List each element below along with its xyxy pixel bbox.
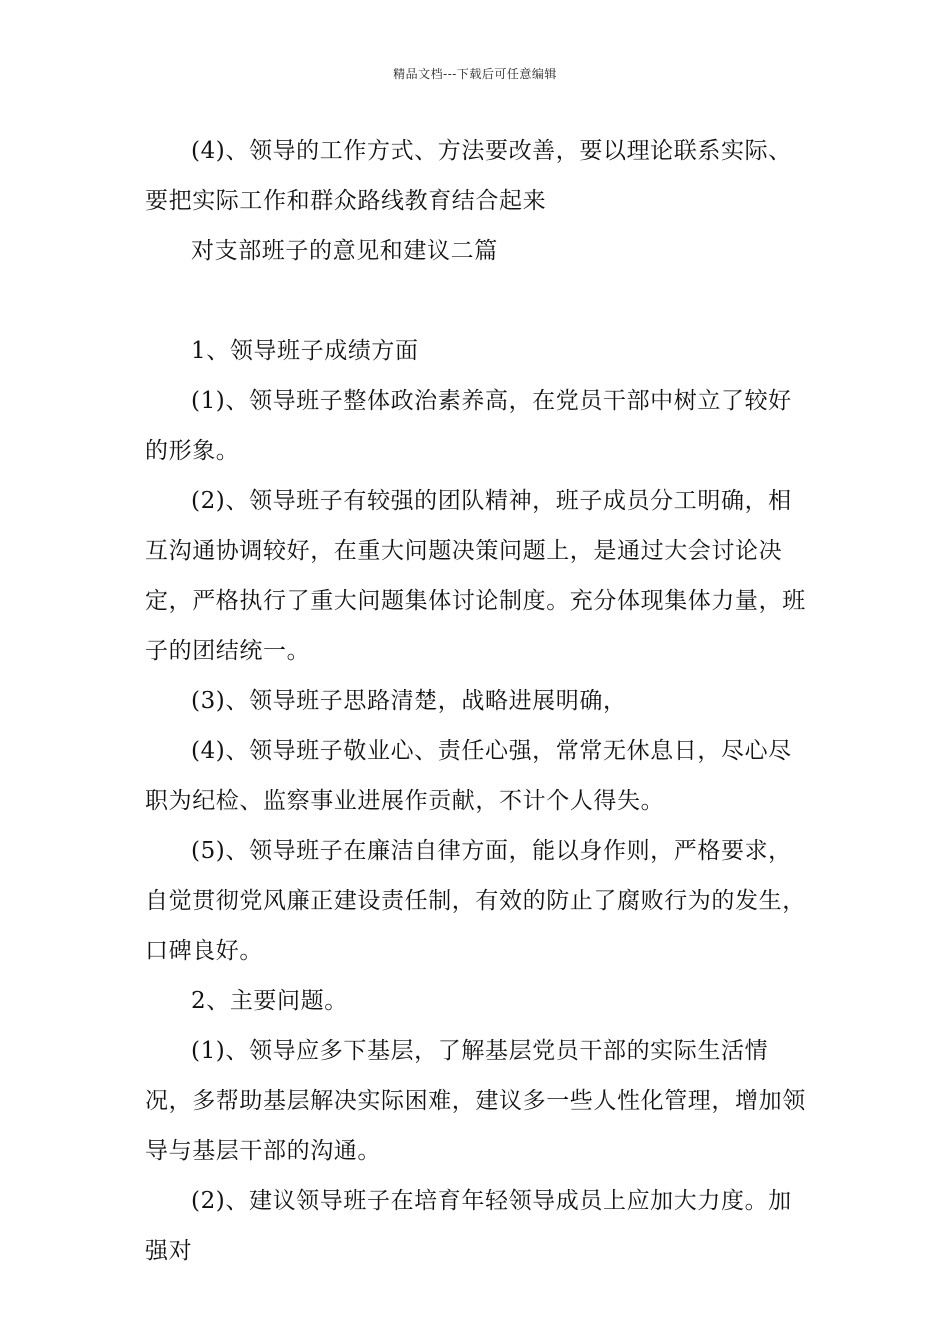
blank-line bbox=[145, 276, 807, 326]
paragraph-achievement-2: (2)、领导班子有较强的团队精神，班子成员分工明确，相互沟通协调较好，在重大问题决策问题上，是通过大会讨论决定，严格执行了重大问题集体讨论制度。充分体现集体力量，班子的团结统一。 bbox=[145, 488, 806, 664]
heading-achievements: 1、领导班子成绩方面 bbox=[191, 338, 419, 364]
paragraph-achievement-4: (4)、领导班子敬业心、责任心强，常常无休息日，尽心尽职为纪检、监察事业进展作贡献，不计个人得失。 bbox=[145, 738, 792, 814]
paragraph-achievement-5: (5)、领导班子在廉洁自律方面，能以身作则，严格要求，自觉贯彻党风廉正建设责任制，有效的防止了腐败行为的发生，口碑良好。 bbox=[145, 838, 806, 964]
paragraph-achievement-3: (3)、领导班子思路清楚，战略进展明确， bbox=[191, 688, 627, 714]
paragraph-work-method: (4)、领导的工作方式、方法要改善，要以理论联系实际、要把实际工作和群众路线教育结合起来 bbox=[145, 138, 792, 214]
section-title: 对支部班子的意见和建议二篇 bbox=[191, 238, 498, 264]
page-header: 精品文档---下载后可任意编辑 bbox=[393, 67, 557, 81]
document-body bbox=[145, 126, 807, 1276]
heading-main-problems: 2、主要问题。 bbox=[191, 988, 348, 1014]
paragraph-achievement-1: (1)、领导班子整体政治素养高，在党员干部中树立了较好的形象。 bbox=[145, 388, 792, 464]
paragraph-problem-2: (2)、建议领导班子在培育年轻领导成员上应加大力度。加强对 bbox=[145, 1188, 792, 1264]
paragraph-problem-1: (1)、领导应多下基层，了解基层党员干部的实际生活情况，多帮助基层解决实际困难，建议多一些人性化管理，增加领导与基层干部的沟通。 bbox=[145, 1038, 806, 1164]
